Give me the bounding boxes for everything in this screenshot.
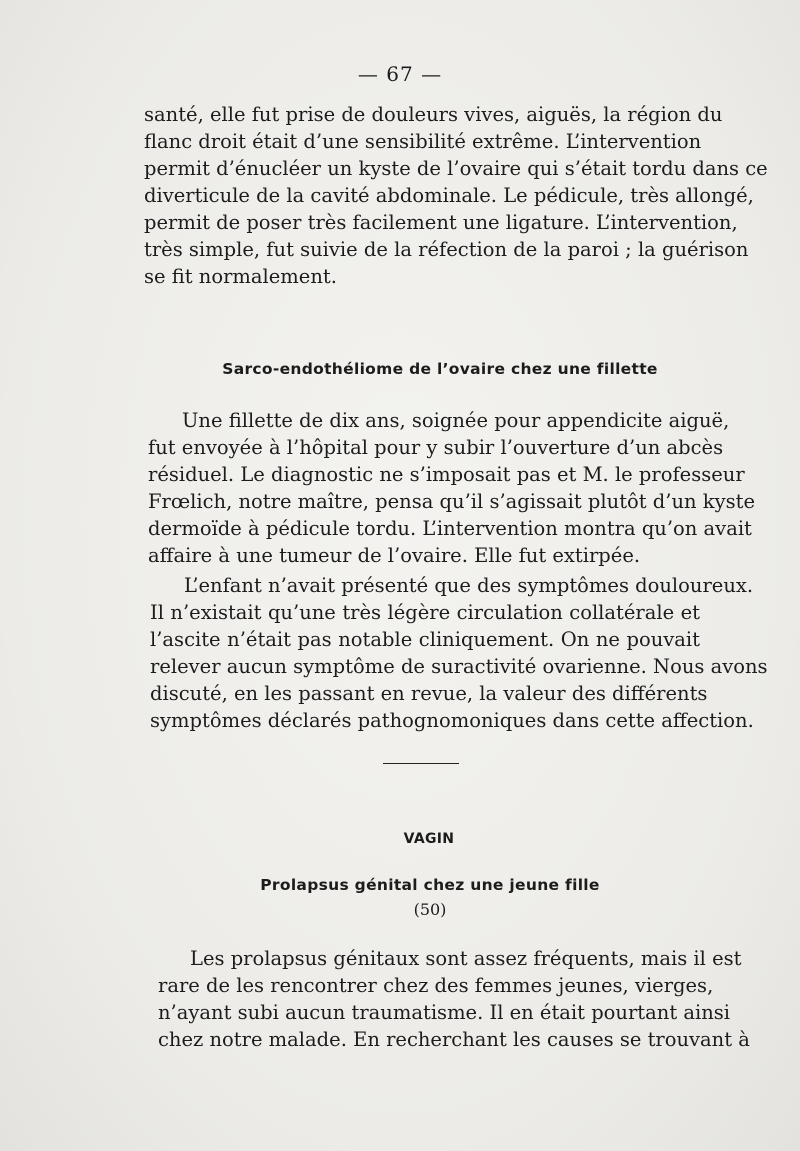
heading-sarco-endotheliome: Sarco-endothéliome de l’ovaire chez une fillette — [222, 360, 658, 378]
text-line: affaire à une tumeur de l’ovaire. Elle fut extirpée. — [148, 544, 641, 567]
text-line: Une fillette de dix ans, soignée pour appendicite aiguë, — [182, 409, 730, 432]
text-line: se fit normalement. — [144, 265, 337, 288]
paragraph-symptomes — [150, 572, 768, 734]
section-divider — [383, 763, 459, 764]
text-line: discuté, en les passant en revue, la valeur des différents — [150, 682, 708, 705]
text-line: permit d’énucléer un kyste de l’ovaire qui s’était tordu dans ce — [144, 157, 768, 180]
text-line: chez notre malade. En recherchant les causes se trouvant à — [158, 1028, 750, 1051]
paragraph-fillette — [148, 407, 756, 569]
text-line: dermoïde à pédicule tordu. L’intervention montra qu’on avait — [148, 517, 752, 540]
paragraph-prolapsus — [158, 945, 750, 1053]
text-line: n’ayant subi aucun traumatisme. Il en était pourtant ainsi — [158, 1001, 731, 1024]
text-line: résiduel. Le diagnostic ne s’imposait pas et M. le professeur — [148, 463, 745, 486]
text-line: L’enfant n’avait présenté que des symptômes douloureux. — [184, 574, 754, 597]
section-title-vagin: VAGIN — [403, 831, 455, 847]
text-line: Les prolapsus génitaux sont assez fréquents, mais il est — [190, 947, 742, 970]
text-line: relever aucun symptôme de suractivité ovarienne. Nous avons — [150, 655, 768, 678]
page-number: — 67 — — [357, 62, 443, 86]
text-line: flanc droit était d’une sensibilité extrême. L’intervention — [144, 130, 702, 153]
text-line: fut envoyée à l’hôpital pour y subir l’ouverture d’un abcès — [148, 436, 724, 459]
text-line: santé, elle fut prise de douleurs vives, aiguës, la région du — [144, 103, 723, 126]
paragraph-continued — [144, 101, 768, 290]
text-line: Il n’existait qu’une très légère circulation collatérale et — [150, 601, 700, 624]
text-line: permit de poser très facilement une ligature. L’intervention, — [144, 211, 738, 234]
text-line: symptômes déclarés pathognomoniques dans cette affection. — [150, 709, 754, 732]
text-line: l’ascite n’était pas notable cliniquement. On ne pouvait — [150, 628, 700, 651]
text-line: Frœlich, notre maître, pensa qu’il s’agissait plutôt d’un kyste — [148, 490, 756, 513]
text-line: très simple, fut suivie de la réfection de la paroi ; la guérison — [144, 238, 749, 261]
heading-prolapsus: Prolapsus génital chez une jeune fille — [260, 876, 600, 894]
heading-number: (50) — [413, 900, 447, 919]
text-line: rare de les rencontrer chez des femmes jeunes, vierges, — [158, 974, 714, 997]
text-line: diverticule de la cavité abdominale. Le pédicule, très allongé, — [144, 184, 754, 207]
